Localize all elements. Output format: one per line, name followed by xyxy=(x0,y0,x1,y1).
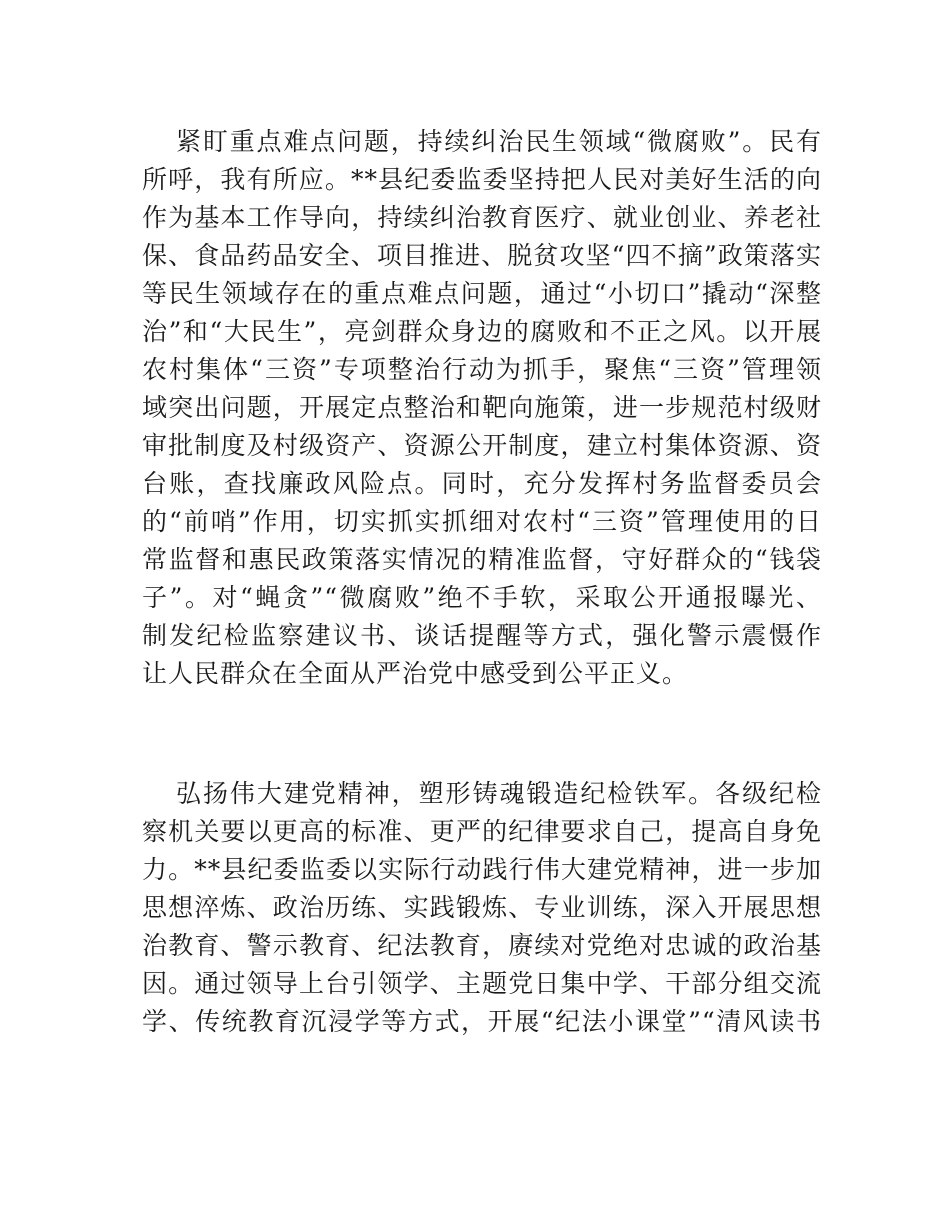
paragraph-line: 子”。对“蝇贪”“微腐败”绝不手软，采取公开通报曝光、 xyxy=(142,583,822,612)
paragraph-line: 常监督和惠民政策落实情况的精准监督，守好群众的“钱袋 xyxy=(142,545,822,574)
paragraph-line: 域突出问题，开展定点整治和靶向施策，进一步规范村级财 xyxy=(142,393,822,422)
paragraph-line: 的“前哨”作用，切实抓实抓细对农村“三资”管理使用的日 xyxy=(142,507,822,536)
paragraph-party-spirit xyxy=(142,775,822,1041)
paragraph-line: 思想淬炼、政治历练、实践锻炼、专业训练，深入开展思想 xyxy=(142,893,822,922)
paragraph-line: 制发纪检监察建议书、谈话提醒等方式，强化警示震慑作 xyxy=(142,621,822,650)
paragraph-line: 所呼，我有所应。**县纪委监委坚持把人民对美好生活的向 xyxy=(142,165,822,194)
paragraph-last-line: 让人民群众在全面从严治党中感受到公平正义。 xyxy=(142,659,689,688)
paragraph-livelihood-corruption xyxy=(142,123,822,693)
paragraph-line: 审批制度及村级资产、资源公开制度，建立村集体资源、资 xyxy=(142,431,822,460)
paragraph-line: 治教育、警示教育、纪法教育，赓续对党绝对忠诚的政治基 xyxy=(142,931,822,960)
paragraph-line: 等民生领域存在的重点难点问题，通过“小切口”撬动“深整 xyxy=(142,279,822,308)
paragraph-line: 治”和“大民生”，亮剑群众身边的腐败和不正之风。以开展 xyxy=(142,317,822,346)
paragraph-line: 学、传统教育沉浸学等方式，开展“纪法小课堂”“清风读书 xyxy=(142,1007,822,1036)
paragraph-line: 作为基本工作导向，持续纠治教育医疗、就业创业、养老社 xyxy=(142,203,822,232)
paragraph-line: 保、食品药品安全、项目推进、脱贫攻坚“四不摘”政策落实 xyxy=(142,241,822,270)
paragraph-line: 台账，查找廉政风险点。同时，充分发挥村务监督委员会 xyxy=(142,469,822,498)
paragraph-line: 力。**县纪委监委以实际行动践行伟大建党精神，进一步加 xyxy=(142,855,822,884)
paragraph-line: 因。通过领导上台引领学、主题党日集中学、干部分组交流 xyxy=(142,969,822,998)
paragraph-line: 察机关要以更高的标准、更严的纪律要求自己，提高自身免 xyxy=(142,817,822,846)
paragraph-line: 弘扬伟大建党精神，塑形铸魂锻造纪检铁军。各级纪检 xyxy=(176,779,822,808)
paragraph-line: 农村集体“三资”专项整治行动为抓手，聚焦“三资”管理领 xyxy=(142,355,822,384)
paragraph-line: 紧盯重点难点问题，持续纠治民生领域“微腐败”。民有 xyxy=(176,127,822,156)
